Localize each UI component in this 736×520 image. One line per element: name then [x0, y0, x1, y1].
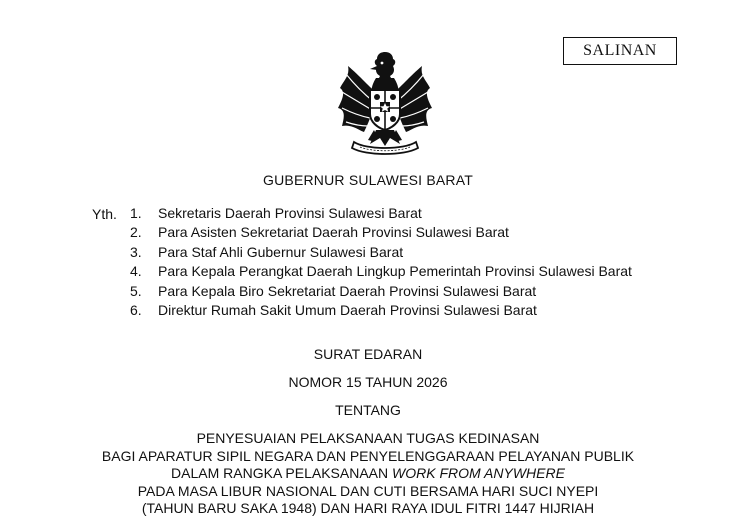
letter-about: TENTANG [335, 402, 401, 418]
subject-line-2: BAGI APARATUR SIPIL NEGARA DAN PENYELENGGARAAN PELAYANAN PUBLIK [101, 447, 635, 464]
list-item-number: 1. [130, 205, 142, 221]
letter-number: NOMOR 15 TAHUN 2026 [288, 374, 448, 390]
subject-line-3-prefix: DALAM RANGKA PELAKSANAAN [171, 465, 393, 482]
subject-line-1: PENYESUAIAN PELAKSANAAN TUGAS KEDINASAN [196, 430, 540, 446]
list-item-number: 3. [130, 243, 142, 260]
list-item [130, 282, 632, 301]
list-item [130, 262, 632, 281]
list-item [130, 204, 632, 223]
list-item [130, 301, 632, 320]
salutation: Yth. [92, 206, 117, 222]
list-item-text: Para Asisten Sekretariat Daerah Provinsi Sulawesi Barat [158, 224, 509, 241]
list-item-number: 4. [130, 263, 142, 280]
list-item-text: Para Kepala Perangkat Daerah Lingkup Pemerintah Provinsi Sulawesi Barat [158, 263, 632, 280]
list-item-text: Para Staf Ahli Gubernur Sulawesi Barat [158, 243, 404, 260]
letter-subject [0, 430, 736, 518]
garuda-pancasila-icon [330, 46, 440, 158]
subject-line-3 [0, 465, 736, 483]
document-title: GUBERNUR SULAWESI BARAT [263, 172, 473, 188]
subject-line-4: PADA MASA LIBUR NASIONAL DAN CUTI BERSAMA HARI SUCI NYEPI [137, 482, 599, 499]
list-item-number: 6. [130, 301, 142, 318]
list-item-number: 2. [130, 224, 142, 241]
list-item [130, 243, 632, 262]
subject-line-5: (TAHUN BARU SAKA 1948) DAN HARI RAYA IDUL FITRI 1447 HIJRIAH [141, 500, 595, 517]
addressee-list [130, 204, 632, 320]
list-item [130, 223, 632, 242]
list-item-number: 5. [130, 282, 142, 299]
list-item-text: Sekretaris Daerah Provinsi Sulawesi Barat [158, 205, 422, 221]
salinan-stamp: SALINAN [563, 37, 677, 65]
letter-type: SURAT EDARAN [313, 346, 423, 362]
subject-line-3-italic: WORK FROM ANYWHERE [392, 465, 565, 482]
list-item-text: Direktur Rumah Sakit Umum Daerah Provinsi Sulawesi Barat [158, 301, 537, 318]
list-item-text: Para Kepala Biro Sekretariat Daerah Provinsi Sulawesi Barat [158, 282, 537, 299]
